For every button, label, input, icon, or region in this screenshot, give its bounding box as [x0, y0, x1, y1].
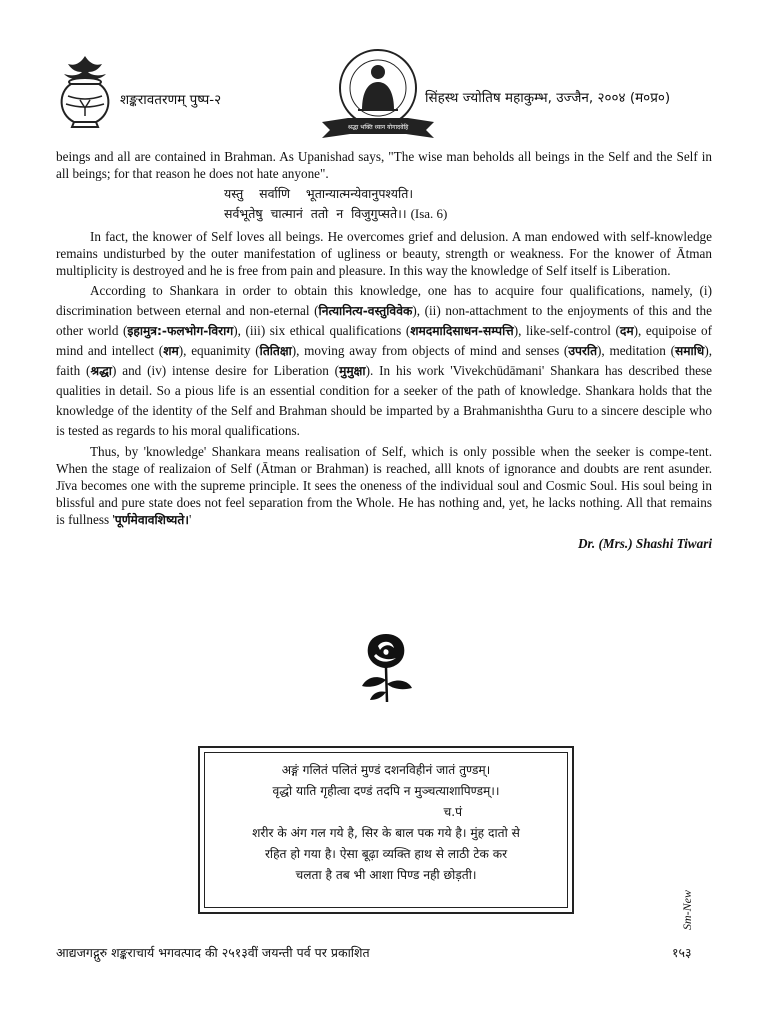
- quote-line-2: वृद्धो याति गृहीत्वा दण्डं तदपि न मुञ्चत्याशापिण्डम्।।: [272, 784, 500, 798]
- verse-citation: (Isa. 6): [410, 206, 448, 221]
- paragraph-3: According to Shankara in order to obtain this knowledge, one has to acquire four qualifications, namely, (i) discrimination between eternal and non-eternal (नित्यानित्य-वस्तुविवेक), (ii) non-attachment to the enjoyments of this and the other world (इहामुत्र:-फलभोग-विराग), (iii) six ethical qualifications (शमदमादिसाधन-सम्पत्ति), like-self-control (दम), equipoise of mind and intellect (शम), equanimity (तितिक्षा), moving away from objects of mind and senses (उपरति), meditation (समाधि), faith (श्रद्धा) and (iv) intense desire for Liberation (मुमुक्षा). In his work 'Vivekchūdāmani' Shankara has described these qualities in detail. So a pious life is an essential condition for a seeker of the path of knowledge. Shankara holds that the knowledge of the identity of the Self and Brahman should be imparted by a Brahmanishtha Guru to a sincere desciple who is tested as regards to his moral qualifications.: [56, 283, 713, 438]
- quote-box: [198, 746, 574, 914]
- verse-line-1: यस्तु सर्वाणि भूतान्यात्मन्येवानुपश्यति।: [224, 186, 414, 201]
- page-number: १५३: [672, 945, 692, 960]
- term-titiksha: तितिक्षा: [259, 344, 292, 358]
- quote-text: [200, 760, 572, 886]
- term-shama: शम: [163, 344, 179, 358]
- term-mumuksha: मुमुक्षा: [339, 364, 366, 378]
- article-body: [56, 148, 712, 552]
- term-purnamevavashishyate: पूर्णमेवावशिष्यते।: [114, 513, 189, 527]
- quote-line-1: अङ्गं गलितं पलितं मुण्डं दशनविहीनं जातं तुण्डम्।: [281, 763, 491, 777]
- shankaracharya-logo: [318, 44, 438, 146]
- author-signature: Dr. (Mrs.) Shashi Tiwari: [578, 536, 712, 551]
- header-left-title: शङ्करावतरणम् पुष्प-२: [120, 92, 222, 108]
- footer-text: आद्यजगद्गुरु शङ्कराचार्य भगवत्पाद की २५१३वीं जयन्ती पर्व पर प्रकाशित: [56, 945, 370, 960]
- paragraph-1: beings and all are contained in Brahman. As Upanishad says, "The wise man beholds all beings in the Self and the Self in all beings; for that reason he does not hate anyone".: [56, 149, 712, 181]
- quote-line-3: शरीर के अंग गल गये है, सिर के बाल पक गये है। मुंह दातो से: [252, 826, 520, 840]
- term-shamadamadi: शमदमादिसाधन-सम्पत्ति: [410, 324, 514, 338]
- kalash-icon: [54, 52, 116, 128]
- quote-line-5: चलता है तब भी आशा पिण्ड नही छोड़ती।: [295, 868, 477, 882]
- rose-icon: [354, 628, 418, 706]
- logo-caption: श्रद्धा भक्ति ध्यान योगादवेहि: [347, 124, 409, 131]
- quote-author: च.पं: [443, 805, 462, 819]
- paragraph-2: In fact, the knower of Self loves all beings. He overcomes grief and delusion. A man endowed with self-knowledge remains undisturbed by the outer manifestation of ugliness or beauty, strength or weakness. For the knower of Ātman multiplicity is destroyed and he is free from pain and pleasure. In this way the knowledge of Self itself is Liberation.: [56, 229, 712, 278]
- term-samadhi: समाधि: [674, 344, 705, 358]
- term-nityanitya: नित्यानित्य-वस्तुविवेक: [318, 304, 413, 318]
- verse-line-2: सर्वभूतेषु चात्मानं ततो न विजुगुप्सते।।: [224, 206, 407, 221]
- term-dama: दम: [619, 324, 634, 338]
- header-right-title: सिंहस्थ ज्योतिष महाकुम्भ, उज्जैन, २००४ (म०प्र०): [425, 90, 671, 106]
- term-uparati: उपरति: [568, 344, 598, 358]
- quote-line-4: रहित हो गया है। ऐसा बूढ़ा व्यक्ति हाथ से लाठी टेक कर: [264, 847, 508, 861]
- side-mark: Sm-New: [680, 890, 694, 930]
- term-ihamutra: इहामुत्र:-फलभोग-विराग: [127, 324, 234, 338]
- sanskrit-verse: [224, 184, 712, 224]
- paragraph-4: Thus, by 'knowledge' Shankara means realisation of Self, which is only possible when the seeker is compe-tent. When the stage of realizaion of Self (Ātman or Brahman) is reached, alll knots of ignorance and doubts are rent asunder. Jīva becomes one with the supreme principle. It sees the oneness of the individual soul and Cosmic Soul. His soul being in blissful and pure state does not feel separation from the Whole. He has nothing and, yet, he lacks nothing. All that remains is fullness 'पूर्णमेवावशिष्यते।': [56, 444, 712, 527]
- term-shraddha: श्रद्धा: [90, 364, 112, 378]
